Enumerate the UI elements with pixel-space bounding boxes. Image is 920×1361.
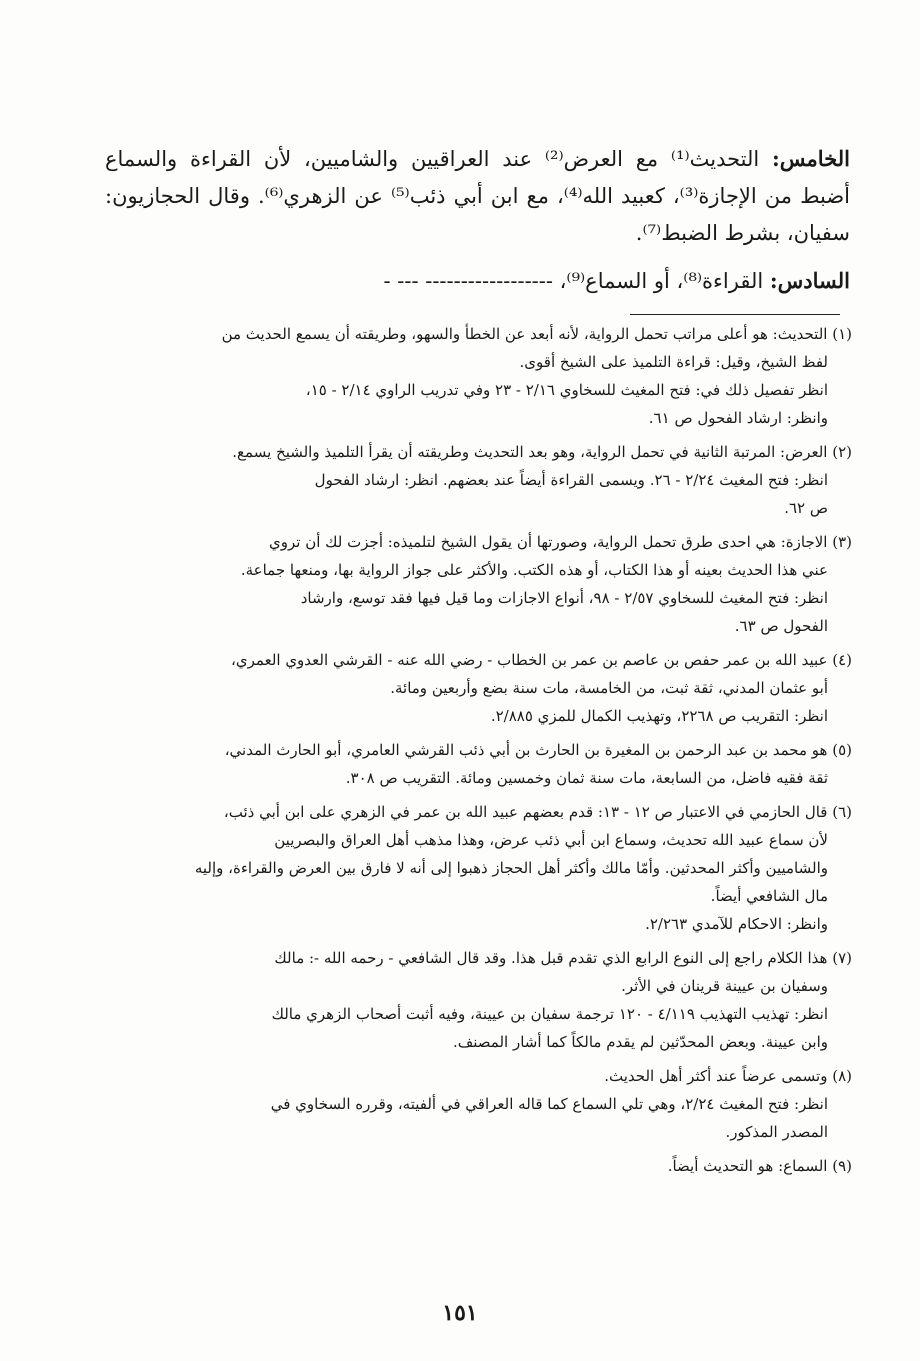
footnote-line: (٧) هذا الكلام راجع إلى النوع الرابع الذي تقدم قبل هذا. وقد قال الشافعي - رحمه الله -: مالك [274, 949, 852, 967]
footnote-9 [107, 1152, 852, 1180]
footnote-7 [107, 944, 852, 1056]
footnote-line: (٥) هو محمد بن عبد الرحمن بن المغيرة بن الحارث بن أبي ذئب القرشي العامري، أبو الحارث المدني، [224, 741, 852, 759]
footnote-line: (٣) الاجازة: هي احدى طرق تحمل الرواية، وصورتها أن يقول الشيخ لتلميذه: أجزت لك أن تروي [269, 533, 852, 551]
footnote-line: الفحول ص ٦٣. [734, 617, 828, 635]
paragraph-lead: السادس: [769, 268, 850, 293]
footnote-line: لأن سماع عبيد الله تحديث، وسماع ابن أبي ذئب عرض، وهذا مذهب أهل العراق والبصريين [274, 831, 828, 849]
footnote-line: عني هذا الحديث بعينه أو هذا الكتاب، أو هذه الكتب. والأكثر على جواز الرواية بها، ومنعها جماعة. [240, 561, 828, 579]
paragraph-sixth [105, 262, 850, 300]
footnote-1 [107, 320, 852, 432]
footnote-line: ص ٦٢. [784, 499, 828, 517]
footnote-3 [107, 528, 852, 640]
footnote-line: وابن عيينة. وبعض المحدّثين لم يقدم مالكاً كما أشار المصنف. [452, 1033, 828, 1051]
footnote-line: لفظ الشيخ، وقيل: قراءة التلميذ على الشيخ أقوى. [519, 353, 828, 371]
footnote-line: (١) التحديث: هو أعلى مراتب تحمل الرواية، لأنه أبعد عن الخطأ والسهو، وطريقته أن يسمع الحديث من [221, 325, 852, 343]
main-text [105, 140, 850, 300]
footnote-line: وسفيان بن عيينة قرينان في الأثر. [621, 977, 828, 995]
paragraph-fifth [105, 140, 850, 252]
footnote-2 [107, 438, 852, 522]
footnote-line: ثقة فقيه فاضل، من السابعة، مات سنة ثمان وخمسين ومائة. التقريب ص ٣٠٨. [345, 769, 828, 787]
paragraph-text: التحديث⁽¹⁾ مع العرض⁽²⁾ عند العراقيين والشاميين، لأن القراءة والسماع أضبط من الإجازة⁽³⁾، كعبيد الله⁽⁴⁾، مع ابن أبي ذئب⁽⁵⁾ عن الزهري⁽⁶⁾. وقال الحجازيون: سفيان، بشرط الضبط⁽⁷⁾. [105, 147, 851, 245]
footnote-6 [107, 798, 852, 938]
footnote-line: وانظر: ارشاد الفحول ص ٦١. [648, 409, 828, 427]
footnote-5 [107, 736, 852, 792]
footnote-line: وانظر: الاحكام للآمدي ٢/٢٦٣. [645, 915, 828, 933]
footnote-line: المصدر المذكور. [725, 1123, 828, 1141]
footnote-8 [107, 1062, 852, 1146]
footnote-line: انظر: فتح المغيث ٢/٢٤، وهي تلي السماع كما قاله العراقي في ألفيته، وقرره السخاوي في [270, 1095, 828, 1113]
footnote-line: انظر تفصيل ذلك في: فتح المغيث للسخاوي ٢/١٦ - ٢٣ وفي تدريب الراوي ٢/١٤ - ١٥، [305, 381, 828, 399]
footnote-line: (٤) عبيد الله بن عمر حفص بن عاصم بن عمر بن الخطاب - رضي الله عنه - القرشي العدوي العمري، [231, 651, 852, 669]
footnote-line: أبو عثمان المدني، ثقة ثبت، من الخامسة، مات سنة بضع وأربعين ومائة. [390, 679, 828, 697]
footnote-line: انظر: التقريب ص ٢٢٦٨، وتهذيب الكمال للمزي ٢/٨٨٥. [490, 707, 828, 725]
footnote-line: مال الشافعي أيضاً. [710, 887, 828, 905]
footnotes [107, 320, 852, 1186]
footnote-line: والشاميين وأكثر المحدثين. وأمّا مالك وأكثر أهل الحجاز ذهبوا إلى أنه لا فارق بين العرض والقراءة، وإليه [194, 859, 828, 877]
footnote-line: (٨) وتسمى عرضاً عند أكثر أهل الحديث. [604, 1067, 852, 1085]
page-number: ١٥١ [442, 1300, 478, 1326]
footnote-line: انظر: تهذيب التهذيب ٤/١١٩ - ١٢٠ ترجمة سفيان بن عيينة، وفيه أثبت أصحاب الزهري مالك [271, 1005, 828, 1023]
footnote-separator [630, 314, 840, 315]
footnote-line: انظر: فتح المغيث ٢/٢٤ - ٢٦. ويسمى القراءة أيضاً عند بعضهم. انظر: ارشاد الفحول [314, 471, 828, 489]
footnote-line: انظر: فتح المغيث للسخاوي ٢/٥٧ - ٩٨، أنواع الاجازات وما قيل فيها فقد توسع، وارشاد [300, 589, 828, 607]
paragraph-lead: الخامس: [772, 146, 850, 171]
paragraph-text: القراءة⁽⁸⁾، أو السماع⁽⁹⁾، ------------------ --- - [383, 269, 764, 293]
footnote-line: (٦) قال الحازمي في الاعتبار ص ١٢ - ١٣: قدم بعضهم عبيد الله بن عمر في الزهري على ابن أبي ذئب، [223, 803, 852, 821]
footnote-line: (٩) السماع: هو التحديث أيضاً. [667, 1157, 852, 1175]
footnote-line: (٢) العرض: المرتبة الثانية في تحمل الرواية، وهو بعد التحديث وطريقته أن يقرأ التلميذ والشيخ يسمع. [232, 443, 852, 461]
footnote-4 [107, 646, 852, 730]
